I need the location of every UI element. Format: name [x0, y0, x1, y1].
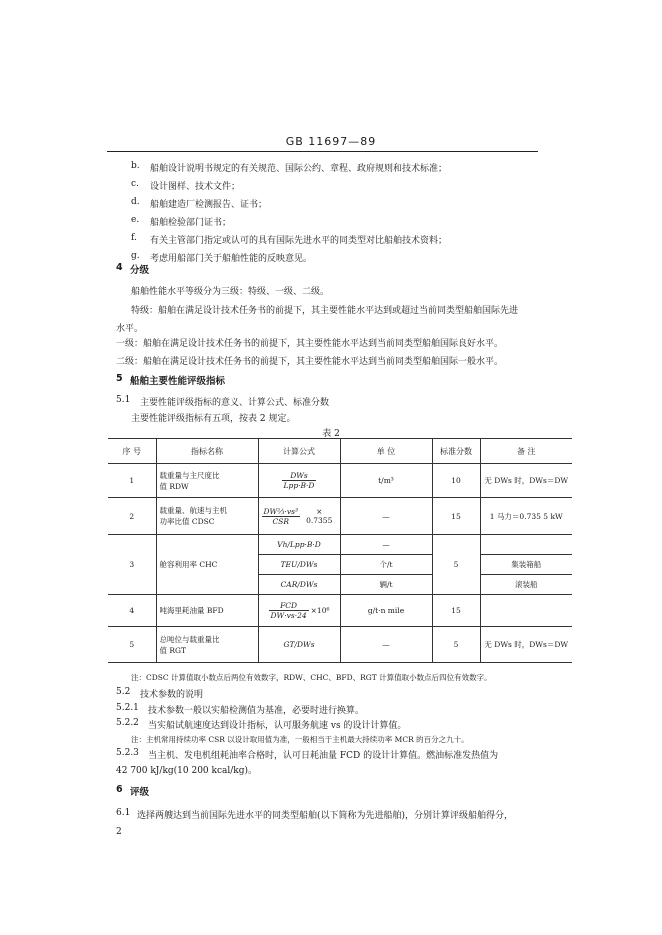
note-cell — [480, 595, 572, 627]
subsection-text: 当实船试航速度达到设计指标，认可服务航速 vs 的设计计算值。 — [148, 721, 407, 731]
page-number: 2 — [116, 827, 122, 837]
row-number: 4 — [108, 595, 156, 627]
formula-factor: ×10⁶ — [310, 606, 330, 615]
subsection-text: 当主机、发电机组耗油率合格时，认可日耗油量 FCD 的设计计算值。燃油标准发热值为 — [148, 751, 499, 761]
subsection-text: 技术参数一般以实船检测值为基准，必要时进行换算。 — [148, 706, 365, 716]
column-header: 单 位 — [340, 439, 432, 464]
unit-cell: — — [340, 498, 432, 535]
fraction-denominator: DW·vs·24 — [270, 611, 307, 620]
standard-number-header: GB 11697—89 — [285, 135, 377, 148]
table-caption: 表 2 — [322, 429, 340, 439]
formula-cell: GT/DWs — [258, 627, 340, 663]
fraction-numerator: DWs — [282, 471, 317, 481]
list-marker: b. — [131, 161, 140, 171]
section-number: 6 — [116, 784, 123, 795]
index-name-line: 值 RGT — [159, 645, 187, 655]
index-name — [156, 627, 258, 663]
subsection-title: 技术参数的说明 — [140, 690, 204, 700]
row-number: 3 — [108, 535, 156, 595]
formula-cell — [258, 595, 340, 627]
row-number: 5 — [108, 627, 156, 663]
index-name-line: 载重量与主尺度比 — [159, 470, 220, 480]
subsection-number: 5.2.3 — [116, 748, 139, 758]
unit-cell: — — [340, 627, 432, 663]
list-marker: e. — [131, 215, 140, 225]
paragraph: 特级：船舶在满足设计技术任务书的前提下，其主要性能水平达到或超过当前同类型船舶国际先进 — [131, 306, 519, 316]
paragraph: 42 700 kJ/kg(10 200 kcal/kg)。 — [116, 766, 258, 776]
table-note: 注：CDSC 计算值取小数点后两位有效数字，RDW、CHC、BFD、RGT 计算值取小数点后四位有效数字。 — [131, 673, 492, 682]
fraction-numerator: DW⅔·vs³ — [263, 506, 298, 516]
list-marker: g. — [131, 251, 140, 261]
score-cell: 5 — [432, 627, 480, 663]
subsection-note: 注：主机常用持续功率 CSR 以设计取用值为准，一般相当于主机最大持续功率 MCR 的百分之九十。 — [131, 735, 469, 744]
subsection-title: 主要性能评级指标的意义、计算公式、标准分数 — [140, 398, 330, 408]
score-cell: 10 — [432, 464, 480, 498]
score-cell: 15 — [432, 498, 480, 535]
section-number: 5 — [116, 373, 123, 384]
list-marker: c. — [131, 179, 139, 189]
column-header: 标准分数 — [432, 439, 480, 464]
index-name-line: 总吨位与载重量比 — [159, 634, 220, 644]
column-header: 序 号 — [108, 439, 156, 464]
formula-cell: Vh/Lpp·B·D — [258, 535, 340, 555]
list-text: 有关主管部门指定或认可的具有国际先进水平的同类型对比船舶技术资料； — [150, 236, 448, 246]
column-header: 备 注 — [480, 439, 572, 464]
table-row — [108, 595, 572, 627]
table-row — [108, 498, 572, 535]
unit-cell: g/t·n mile — [340, 595, 432, 627]
formula-cell: CAR/DWs — [258, 575, 340, 595]
performance-index-table — [108, 438, 572, 663]
score-cell: 5 — [432, 535, 480, 595]
formula — [269, 601, 330, 620]
index-name: 舱容利用率 CHC — [156, 535, 258, 595]
fraction — [282, 471, 317, 490]
index-name-line: 载重量、航速与主机 — [159, 506, 227, 515]
paragraph: 主要性能评级指标有五项，按表 2 规定。 — [131, 414, 296, 424]
table-header-row — [108, 439, 572, 464]
list-marker: f. — [131, 233, 137, 243]
subsection-number: 5.2.1 — [116, 703, 139, 713]
index-name-line: 值 RDW — [159, 481, 189, 491]
note-cell: 1 马力＝0.735 5 kW — [480, 498, 572, 535]
list-marker: d. — [131, 197, 140, 207]
header-rule — [107, 151, 538, 152]
subsection-number: 5.1 — [116, 395, 131, 405]
formula-cell: TEU/DWs — [258, 555, 340, 575]
list-text: 考虑用船部门关于船舶性能的反映意见。 — [150, 254, 313, 264]
formula-cell — [258, 464, 340, 498]
list-text: 设计图样、技术文件； — [150, 182, 241, 192]
unit-cell: 个/t — [340, 555, 432, 575]
formula — [262, 507, 337, 526]
row-number: 2 — [108, 498, 156, 535]
unit-cell: — — [340, 535, 432, 555]
list-text: 船舶设计说明书规定的有关规范、国际公约、章程、政府规则和技术标准； — [150, 164, 448, 174]
fraction-denominator: Lpp·B·D — [283, 481, 315, 490]
list-text: 船舶建造厂检测报告、证书； — [150, 200, 268, 210]
fraction — [262, 507, 300, 526]
note-cell: 集装箱船 — [480, 555, 572, 575]
table-row — [108, 627, 572, 663]
section-title: 船舶主要性能评级指标 — [130, 376, 226, 387]
note-cell: 无 DWs 时，DWs＝DW — [480, 464, 572, 498]
section-title: 评级 — [130, 787, 150, 798]
formula-cell — [258, 498, 340, 535]
paragraph: 水平。 — [116, 324, 144, 334]
unit-cell: t/m³ — [340, 464, 432, 498]
row-number: 1 — [108, 464, 156, 498]
paragraph: 船舶性能水平等级分为三级：特级、一级、二级。 — [131, 287, 330, 297]
table-row — [108, 464, 572, 498]
subsection-number: 6.1 — [116, 808, 131, 818]
unit-cell: 辆/t — [340, 575, 432, 595]
note-cell: 滚装船 — [480, 575, 572, 595]
section-title: 分级 — [130, 265, 150, 276]
paragraph: 二级：船舶在满足设计技术任务书的前提下，其主要性能水平达到当前同类型船舶国际一般水平。 — [116, 357, 504, 367]
column-header: 计算公式 — [258, 439, 340, 464]
subsection-number: 5.2.2 — [116, 718, 139, 728]
note-cell — [480, 535, 572, 555]
fraction-numerator: FCD — [269, 601, 309, 611]
fraction — [269, 601, 309, 620]
formula-factor: × 0.7355 — [306, 507, 333, 525]
subsection-text: 选择两艘达到当前国际先进水平的同类型船舶(以下简称为先进船舶)，分别计算评级船舶得分， — [137, 811, 514, 821]
section-number: 4 — [116, 262, 123, 273]
fraction-denominator: CSR — [272, 516, 289, 526]
index-name — [156, 498, 258, 535]
index-name — [156, 464, 258, 498]
note-cell: 无 DWs 时，DWs＝DW — [480, 627, 572, 663]
index-name-line: 功率比值 CDSC — [159, 517, 215, 526]
column-header: 指标名称 — [156, 439, 258, 464]
paragraph: 一级：船舶在满足设计技术任务书的前提下，其主要性能水平达到当前同类型船舶国际良好水平。 — [116, 339, 504, 349]
list-text: 船舶检验部门证书； — [150, 218, 232, 228]
subsection-number: 5.2 — [116, 687, 131, 697]
index-name: 吨海里耗油量 BFD — [156, 595, 258, 627]
table-row — [108, 535, 572, 555]
score-cell: 15 — [432, 595, 480, 627]
